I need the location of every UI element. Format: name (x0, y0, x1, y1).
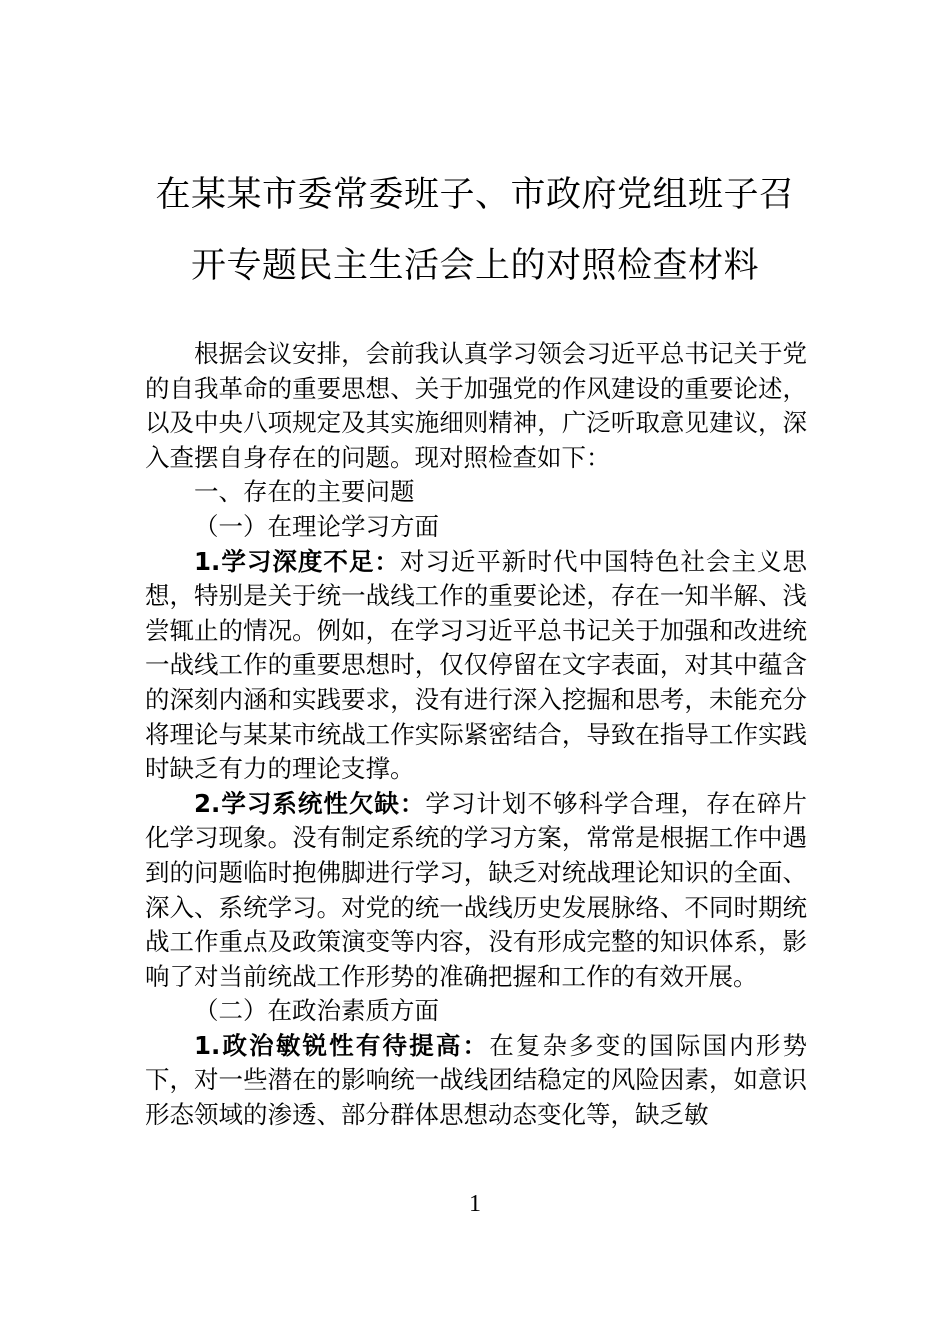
intro-paragraph: 根据会议安排，会前我认真学习领会习近平总书记关于党的自我革命的重要思想、关于加强党的作风建设的重要论述，以及中央八项规定及其实施细则精神，广泛听取意见建议，深入查摆自身存在的问题。现对照检查如下： (145, 339, 807, 472)
document-title-line-1: 在某某市委常委班子、市政府党组班子召 (155, 175, 795, 215)
item-label-1-2: 2.学习系统性欠缺： (194, 788, 426, 818)
subsection-heading-2: （二）在政治素质方面 (194, 996, 439, 1026)
document-title-line-2: 开专题民主生活会上的对照检查材料 (190, 246, 759, 286)
item-label-2-1: 1.政治敏锐性有待提高： (194, 1030, 490, 1060)
item-text-1-2: 学习计划不够科学合理，存在碎片化学习现象。没有制定系统的学习方案，常常是根据工作中遇到的问题临时抱佛脚进行学习，缺乏对统战理论知识的全面、深入、系统学习。对党的统一战线历史发展脉络、不同时期统战工作重点及政策演变等内容，没有形成完整的知识体系，影响了对当前统战工作形势的准确把握和工作的有效开展。 (145, 788, 808, 991)
item-label-1-1: 1.学习深度不足： (194, 546, 400, 576)
item-paragraph-1-1 (145, 545, 807, 787)
page-number: 1 (469, 1191, 481, 1217)
section-heading-1: 一、存在的主要问题 (194, 477, 415, 507)
item-paragraph-1-2 (145, 787, 807, 995)
item-text-1-1: 对习近平新时代中国特色社会主义思想，特别是关于统一战线工作的重要论述，存在一知半解、浅尝辄止的情况。例如，在学习习近平总书记关于加强和改进统一战线工作的重要思想时，仅仅停留在文字表面，对其中蕴含的深刻内涵和实践要求，没有进行深入挖掘和思考，未能充分将理论与某某市统战工作实际紧密结合，导致在指导工作实践时缺乏有力的理论支撑。 (145, 546, 807, 784)
item-paragraph-2-1 (145, 1029, 807, 1133)
document-body (145, 337, 807, 1133)
subsection-heading-1: （一）在理论学习方面 (194, 511, 439, 541)
item-text-2-1: 在复杂多变的国际国内形势下，对一些潜在的影响统一战线团结稳定的风险因素，如意识形态领域的渗透、部分群体思想动态变化等，缺乏敏 (145, 1030, 808, 1130)
